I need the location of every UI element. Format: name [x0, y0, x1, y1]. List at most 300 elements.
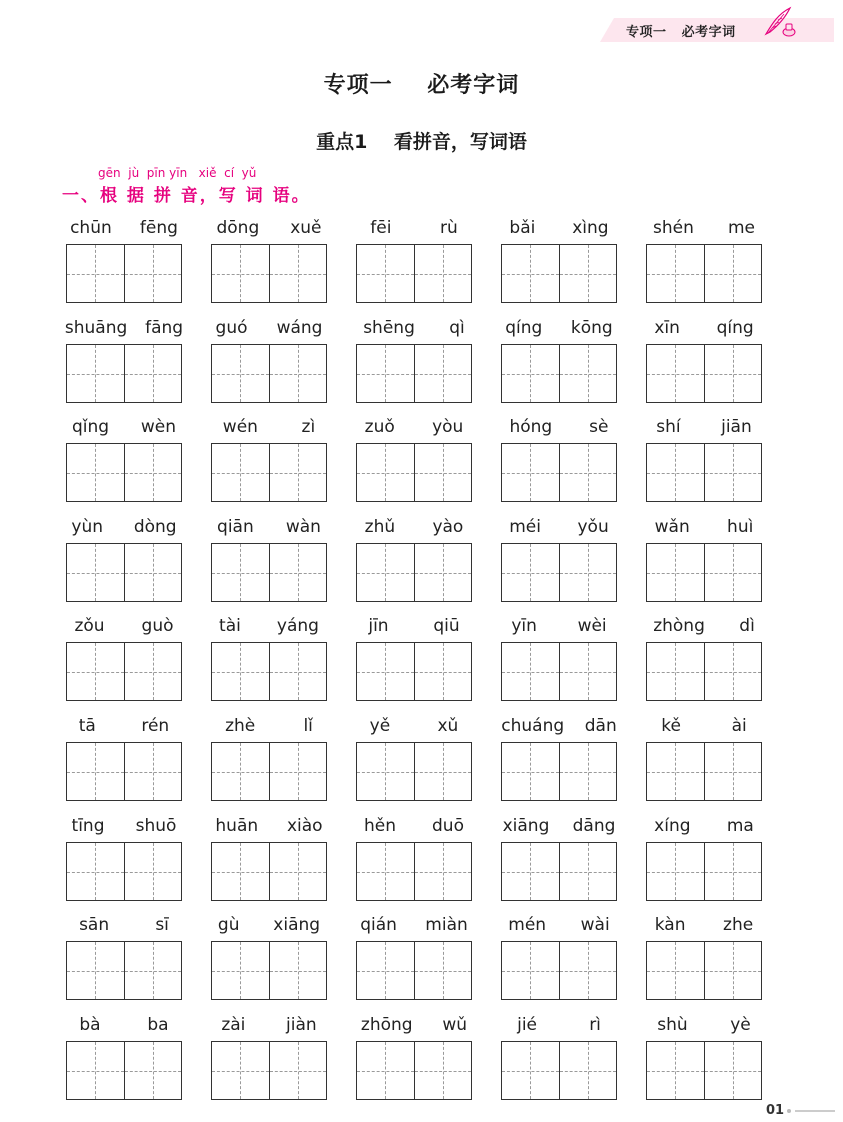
word-item — [66, 1015, 182, 1101]
pinyin-label — [346, 816, 482, 838]
pinyin-syllable: zǒu — [74, 616, 105, 636]
pinyin-syllable: dì — [739, 616, 755, 636]
pinyin-syllable: qiū — [433, 616, 460, 636]
tianzige-cell[interactable] — [270, 942, 327, 999]
word-item — [356, 716, 472, 802]
pinyin-syllable: dān — [584, 716, 617, 736]
pinyin-syllable: wài — [580, 915, 610, 935]
tianzige-cell[interactable] — [270, 245, 327, 302]
pinyin-syllable: zhè — [225, 716, 256, 736]
pinyin-label — [56, 816, 192, 838]
pinyin-syllable: shí — [656, 417, 681, 437]
tianzige-cell[interactable] — [560, 643, 617, 700]
word-item — [501, 417, 617, 503]
tianzige-cell[interactable] — [125, 843, 182, 900]
pinyin-label — [56, 616, 192, 638]
writing-boxes — [356, 344, 472, 403]
writing-boxes — [211, 1041, 327, 1100]
writing-boxes — [211, 443, 327, 502]
writing-boxes — [211, 842, 327, 901]
tianzige-cell[interactable] — [415, 444, 472, 501]
pinyin-syllable: tā — [78, 716, 96, 736]
tianzige-cell[interactable] — [502, 345, 560, 402]
tianzige-cell[interactable] — [705, 1042, 762, 1099]
pinyin-syllable: wèi — [577, 616, 607, 636]
tianzige-cell[interactable] — [705, 345, 762, 402]
tianzige-cell[interactable] — [647, 345, 705, 402]
tianzige-cell[interactable] — [125, 444, 182, 501]
word-item — [211, 616, 327, 702]
tianzige-cell[interactable] — [212, 942, 270, 999]
tianzige-cell[interactable] — [415, 942, 472, 999]
pinyin-syllable: chūn — [70, 218, 112, 238]
pinyin-label — [636, 517, 772, 539]
tianzige-cell[interactable] — [67, 245, 125, 302]
tianzige-cell[interactable] — [415, 643, 472, 700]
pinyin-label — [491, 915, 627, 937]
writing-boxes — [646, 642, 762, 701]
writing-boxes — [211, 244, 327, 303]
pinyin-syllable: kàn — [654, 915, 686, 935]
writing-boxes — [356, 244, 472, 303]
pinyin-label — [636, 716, 772, 738]
pinyin-label — [636, 616, 772, 638]
writing-boxes — [646, 443, 762, 502]
pinyin-label — [201, 218, 337, 240]
word-item — [356, 318, 472, 404]
tianzige-cell[interactable] — [212, 444, 270, 501]
pinyin-syllable: qíng — [505, 318, 543, 338]
pinyin-label — [201, 318, 337, 340]
tianzige-cell[interactable] — [502, 1042, 560, 1099]
quill-ink-icon — [762, 4, 798, 40]
word-item — [646, 417, 762, 503]
word-item — [66, 218, 182, 304]
writing-boxes — [211, 543, 327, 602]
tianzige-cell[interactable] — [502, 444, 560, 501]
pinyin-syllable: kě — [661, 716, 681, 736]
pinyin-syllable: xīn — [654, 318, 680, 338]
pinyin-syllable: jiān — [721, 417, 752, 437]
pinyin-syllable: duō — [432, 816, 464, 836]
tianzige-cell[interactable] — [125, 245, 182, 302]
tianzige-cell[interactable] — [357, 843, 415, 900]
tianzige-cell[interactable] — [560, 942, 617, 999]
tianzige-cell[interactable] — [647, 444, 705, 501]
pinyin-syllable: sān — [79, 915, 110, 935]
pinyin-syllable: zhōng — [360, 1015, 413, 1035]
pinyin-syllable: xiào — [286, 816, 323, 836]
tianzige-cell[interactable] — [415, 843, 472, 900]
word-item — [66, 816, 182, 902]
tianzige-cell[interactable] — [502, 245, 560, 302]
pinyin-syllable: dāng — [572, 816, 616, 836]
tianzige-cell[interactable] — [560, 444, 617, 501]
tianzige-cell[interactable] — [647, 743, 705, 800]
tianzige-cell[interactable] — [67, 444, 125, 501]
tianzige-cell[interactable] — [357, 1042, 415, 1099]
word-item — [646, 616, 762, 702]
word-item — [211, 417, 327, 503]
pinyin-syllable: qiān — [217, 517, 254, 537]
pinyin-label — [346, 517, 482, 539]
tianzige-cell[interactable] — [357, 643, 415, 700]
pinyin-syllable: xíng — [654, 816, 691, 836]
pinyin-syllable: zhǔ — [364, 517, 396, 537]
pinyin-syllable: huì — [727, 517, 754, 537]
pinyin-label — [346, 716, 482, 738]
tianzige-cell[interactable] — [125, 345, 182, 402]
tianzige-cell[interactable] — [647, 942, 705, 999]
pinyin-label — [491, 218, 627, 240]
tianzige-cell[interactable] — [270, 544, 327, 601]
pinyin-label — [636, 816, 772, 838]
tianzige-cell[interactable] — [125, 1042, 182, 1099]
page-line — [795, 1110, 835, 1112]
tianzige-cell[interactable] — [560, 345, 617, 402]
pinyin-syllable: qǐng — [71, 417, 110, 437]
word-item — [211, 816, 327, 902]
pinyin-syllable: fēng — [139, 218, 178, 238]
tianzige-cell[interactable] — [705, 544, 762, 601]
word-item — [501, 318, 617, 404]
pinyin-syllable: yīn — [511, 616, 537, 636]
tianzige-cell[interactable] — [502, 843, 560, 900]
instruction-pinyin: gēn jù pīn yīn xiě cí yǔ — [98, 166, 257, 180]
tianzige-cell[interactable] — [212, 544, 270, 601]
writing-boxes — [501, 941, 617, 1000]
writing-boxes — [501, 842, 617, 901]
pinyin-syllable: zuǒ — [364, 417, 395, 437]
writing-boxes — [646, 842, 762, 901]
tianzige-cell[interactable] — [415, 245, 472, 302]
pinyin-label — [56, 716, 192, 738]
pinyin-syllable: yùn — [71, 517, 104, 537]
pinyin-syllable: hěn — [364, 816, 397, 836]
word-item — [646, 716, 762, 802]
pinyin-syllable: fēi — [370, 218, 392, 238]
writing-boxes — [501, 1041, 617, 1100]
pinyin-syllable: yào — [432, 517, 464, 537]
pinyin-syllable: ba — [147, 1015, 169, 1035]
pinyin-syllable: qì — [449, 318, 465, 338]
writing-boxes — [66, 244, 182, 303]
tianzige-cell[interactable] — [647, 1042, 705, 1099]
pinyin-label — [491, 318, 627, 340]
pinyin-syllable: mén — [508, 915, 547, 935]
writing-boxes — [501, 742, 617, 801]
tianzige-cell[interactable] — [415, 1042, 472, 1099]
pinyin-label — [201, 816, 337, 838]
pinyin-label — [56, 1015, 192, 1037]
page-title: 专项一 必考字词 — [323, 73, 520, 98]
pinyin-label — [201, 417, 337, 439]
tianzige-cell[interactable] — [67, 843, 125, 900]
section-title: 重点1 看拼音，写词语 — [316, 131, 527, 153]
writing-boxes — [501, 443, 617, 502]
tianzige-cell[interactable] — [502, 743, 560, 800]
writing-boxes — [66, 941, 182, 1000]
tianzige-cell[interactable] — [560, 843, 617, 900]
pinyin-syllable: xuě — [290, 218, 322, 238]
pinyin-label — [636, 915, 772, 937]
pinyin-syllable: wǔ — [442, 1015, 468, 1035]
page-number: 01 — [766, 1103, 785, 1118]
tianzige-cell[interactable] — [270, 743, 327, 800]
pinyin-syllable: xiāng — [502, 816, 550, 836]
tianzige-cell[interactable] — [67, 345, 125, 402]
word-item — [356, 616, 472, 702]
writing-boxes — [66, 344, 182, 403]
pinyin-label — [56, 417, 192, 439]
tianzige-cell[interactable] — [502, 942, 560, 999]
writing-boxes — [66, 842, 182, 901]
word-item — [211, 318, 327, 404]
pinyin-label — [346, 218, 482, 240]
pinyin-syllable: miàn — [425, 915, 468, 935]
pinyin-label — [346, 1015, 482, 1037]
pinyin-label — [636, 218, 772, 240]
pinyin-syllable: shuō — [135, 816, 177, 836]
tianzige-cell[interactable] — [125, 743, 182, 800]
tianzige-cell[interactable] — [502, 544, 560, 601]
writing-boxes — [211, 344, 327, 403]
pinyin-syllable: zài — [221, 1015, 246, 1035]
word-item — [211, 716, 327, 802]
word-item — [66, 915, 182, 1001]
tianzige-cell[interactable] — [357, 942, 415, 999]
pinyin-syllable: guó — [215, 318, 248, 338]
tianzige-cell[interactable] — [357, 544, 415, 601]
pinyin-label — [636, 1015, 772, 1037]
tianzige-cell[interactable] — [212, 245, 270, 302]
tianzige-cell[interactable] — [212, 843, 270, 900]
tianzige-cell[interactable] — [270, 345, 327, 402]
tianzige-cell[interactable] — [560, 544, 617, 601]
word-item — [501, 218, 617, 304]
tianzige-cell[interactable] — [647, 643, 705, 700]
word-item — [66, 517, 182, 603]
pinyin-syllable: shù — [657, 1015, 688, 1035]
pinyin-syllable: gù — [217, 915, 240, 935]
pinyin-label — [491, 716, 627, 738]
pinyin-syllable: yòu — [432, 417, 464, 437]
pinyin-syllable: yáng — [276, 616, 319, 636]
writing-boxes — [646, 1041, 762, 1100]
pinyin-label — [346, 318, 482, 340]
word-item — [66, 716, 182, 802]
pinyin-syllable: qián — [360, 915, 397, 935]
writing-boxes — [646, 344, 762, 403]
header-label: 专项一 必考字词 — [626, 25, 736, 40]
tianzige-cell[interactable] — [212, 643, 270, 700]
writing-boxes — [66, 742, 182, 801]
pinyin-syllable: wǎn — [654, 517, 690, 537]
word-item — [501, 816, 617, 902]
writing-boxes — [211, 742, 327, 801]
tianzige-cell[interactable] — [415, 345, 472, 402]
word-item — [501, 1015, 617, 1101]
pinyin-label — [56, 517, 192, 539]
pinyin-syllable: dòng — [133, 517, 177, 537]
pinyin-syllable: xiāng — [273, 915, 321, 935]
word-item — [501, 616, 617, 702]
pinyin-syllable: chuáng — [501, 716, 565, 736]
pinyin-syllable: tài — [219, 616, 241, 636]
writing-boxes — [66, 642, 182, 701]
pinyin-syllable: shēng — [363, 318, 415, 338]
pinyin-label — [201, 716, 337, 738]
pinyin-label — [201, 616, 337, 638]
pinyin-label — [201, 915, 337, 937]
writing-boxes — [501, 642, 617, 701]
tianzige-cell[interactable] — [125, 544, 182, 601]
tianzige-cell[interactable] — [270, 643, 327, 700]
tianzige-cell[interactable] — [647, 843, 705, 900]
pinyin-label — [201, 1015, 337, 1037]
tianzige-cell[interactable] — [357, 444, 415, 501]
tianzige-cell[interactable] — [357, 345, 415, 402]
pinyin-syllable: ài — [731, 716, 747, 736]
tianzige-cell[interactable] — [415, 743, 472, 800]
tianzige-cell[interactable] — [357, 245, 415, 302]
pinyin-label — [636, 318, 772, 340]
word-item — [356, 1015, 472, 1101]
tianzige-cell[interactable] — [67, 942, 125, 999]
writing-boxes — [501, 344, 617, 403]
tianzige-cell[interactable] — [67, 1042, 125, 1099]
tianzige-cell[interactable] — [270, 444, 327, 501]
pinyin-syllable: qíng — [716, 318, 754, 338]
tianzige-cell[interactable] — [125, 942, 182, 999]
pinyin-label — [491, 517, 627, 539]
tianzige-cell[interactable] — [705, 743, 762, 800]
pinyin-syllable: wàn — [285, 517, 321, 537]
writing-boxes — [356, 941, 472, 1000]
tianzige-cell[interactable] — [705, 643, 762, 700]
word-item — [501, 915, 617, 1001]
pinyin-label — [491, 1015, 627, 1037]
pinyin-syllable: wén — [222, 417, 258, 437]
word-item — [211, 517, 327, 603]
pinyin-syllable: zhe — [723, 915, 754, 935]
tianzige-cell[interactable] — [560, 245, 617, 302]
writing-boxes — [356, 1041, 472, 1100]
pinyin-label — [491, 417, 627, 439]
pinyin-syllable: jié — [517, 1015, 537, 1035]
writing-boxes — [211, 642, 327, 701]
tianzige-cell[interactable] — [270, 843, 327, 900]
pinyin-syllable: hóng — [509, 417, 553, 437]
page-dot — [787, 1109, 791, 1113]
pinyin-label — [636, 417, 772, 439]
tianzige-cell[interactable] — [647, 245, 705, 302]
instruction-text: 一、根 据 拼 音，写 词 语。 — [62, 186, 311, 206]
tianzige-cell[interactable] — [705, 942, 762, 999]
word-item — [66, 417, 182, 503]
word-item — [501, 517, 617, 603]
word-item — [356, 417, 472, 503]
tianzige-cell[interactable] — [212, 743, 270, 800]
pinyin-syllable: me — [727, 218, 755, 238]
writing-boxes — [646, 244, 762, 303]
pinyin-syllable: dōng — [216, 218, 260, 238]
word-item — [66, 616, 182, 702]
writing-boxes — [646, 742, 762, 801]
word-item — [646, 1015, 762, 1101]
pinyin-label — [201, 517, 337, 539]
pinyin-syllable: rén — [141, 716, 170, 736]
tianzige-cell[interactable] — [560, 743, 617, 800]
word-item — [356, 816, 472, 902]
pinyin-syllable: shuāng — [64, 318, 128, 338]
writing-boxes — [501, 543, 617, 602]
pinyin-syllable: bǎi — [509, 218, 536, 238]
writing-boxes — [356, 742, 472, 801]
tianzige-cell[interactable] — [560, 1042, 617, 1099]
pinyin-syllable: sè — [589, 417, 609, 437]
tianzige-cell[interactable] — [212, 345, 270, 402]
writing-boxes — [66, 543, 182, 602]
pinyin-syllable: tīng — [71, 816, 105, 836]
tianzige-cell[interactable] — [705, 444, 762, 501]
pinyin-syllable: sī — [155, 915, 169, 935]
tianzige-cell[interactable] — [67, 643, 125, 700]
tianzige-cell[interactable] — [270, 1042, 327, 1099]
pinyin-syllable: huān — [215, 816, 259, 836]
word-item — [211, 218, 327, 304]
pinyin-syllable: shén — [653, 218, 694, 238]
pinyin-label — [346, 616, 482, 638]
pinyin-label — [56, 218, 192, 240]
tianzige-cell[interactable] — [357, 743, 415, 800]
writing-boxes — [356, 543, 472, 602]
writing-boxes — [646, 941, 762, 1000]
pinyin-label — [346, 915, 482, 937]
tianzige-cell[interactable] — [415, 544, 472, 601]
pinyin-syllable: xǔ — [437, 716, 459, 736]
writing-boxes — [356, 842, 472, 901]
word-item — [646, 318, 762, 404]
word-item — [646, 517, 762, 603]
tianzige-cell[interactable] — [67, 544, 125, 601]
pinyin-label — [56, 318, 192, 340]
word-item — [646, 816, 762, 902]
pinyin-syllable: jīn — [368, 616, 389, 636]
tianzige-cell[interactable] — [647, 544, 705, 601]
pinyin-syllable: lǐ — [303, 716, 313, 736]
word-item — [211, 915, 327, 1001]
writing-boxes — [501, 244, 617, 303]
word-item — [66, 318, 182, 404]
word-item — [356, 218, 472, 304]
writing-boxes — [66, 443, 182, 502]
tianzige-cell[interactable] — [125, 643, 182, 700]
writing-boxes — [356, 443, 472, 502]
tianzige-cell[interactable] — [705, 245, 762, 302]
pinyin-syllable: yè — [730, 1015, 751, 1035]
pinyin-syllable: zì — [301, 417, 316, 437]
tianzige-cell[interactable] — [67, 743, 125, 800]
word-item — [356, 517, 472, 603]
tianzige-cell[interactable] — [502, 643, 560, 700]
tianzige-cell[interactable] — [705, 843, 762, 900]
tianzige-cell[interactable] — [212, 1042, 270, 1099]
pinyin-syllable: rì — [589, 1015, 601, 1035]
word-item — [646, 915, 762, 1001]
pinyin-syllable: zhòng — [653, 616, 705, 636]
writing-boxes — [66, 1041, 182, 1100]
